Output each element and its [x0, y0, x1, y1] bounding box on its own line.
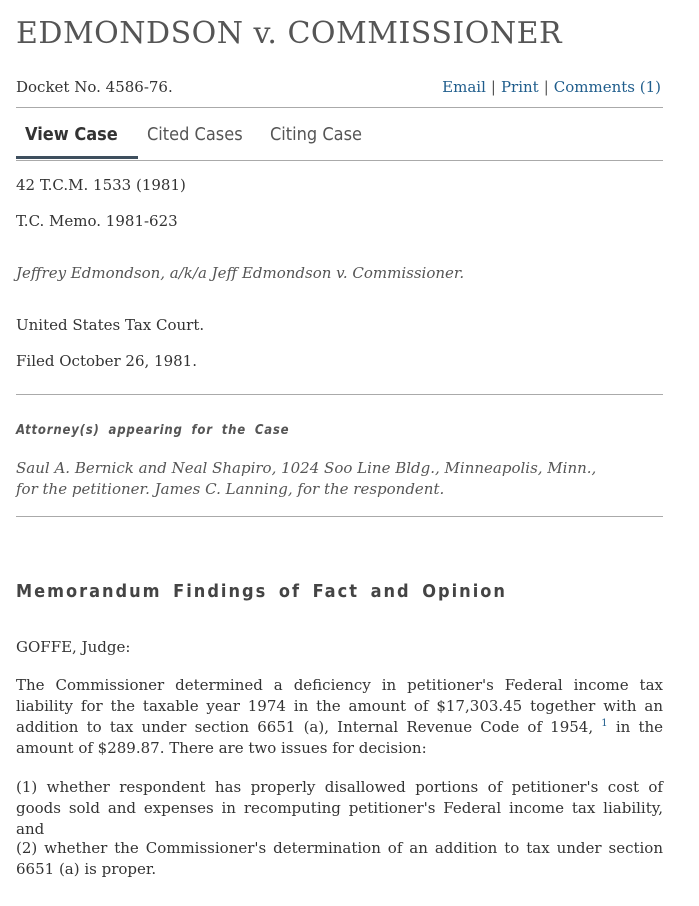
opinion-heading: Memorandum Findings of Fact and Opinion [16, 581, 507, 602]
tab-citing-case[interactable]: Citing Case [270, 124, 362, 145]
tab-cited-cases[interactable]: Cited Cases [147, 124, 243, 145]
divider [16, 394, 663, 395]
opinion-paragraph-1 [16, 675, 663, 759]
citation-tcm: 42 T.C.M. 1533 (1981) [16, 176, 186, 194]
active-tab-indicator [16, 156, 138, 159]
print-link[interactable]: Print [500, 78, 539, 96]
court-name: United States Tax Court. [16, 316, 205, 334]
parties: Jeffrey Edmondson, a/k/a Jeff Edmondson v. Commissioner. [16, 264, 465, 282]
paragraph-text: The Commissioner determined a deficiency in petitioner's Federal income tax liability for the taxable year 1974 in the amount of $17,303.45 together with an addition to tax under section 6651 (a), Internal Revenue Code of 1954, [16, 676, 663, 736]
action-separator: | [543, 78, 549, 96]
attorneys-text: Saul A. Bernick and Neal Shapiro, 1024 Soo Line Bldg., Minneapolis, Minn., for the petitioner. James C. Lanning, for the respondent. [16, 459, 597, 498]
attorneys-heading: Attorney(s) appearing for the Case [16, 423, 290, 438]
tab-view-case[interactable]: View Case [25, 124, 118, 145]
filed-date: Filed October 26, 1981. [16, 352, 197, 370]
footnote-link[interactable]: 1 [601, 718, 608, 729]
divider [16, 107, 663, 108]
docket-number: Docket No. 4586-76. [16, 78, 173, 96]
citation-memo: T.C. Memo. 1981-623 [16, 212, 178, 230]
comments-link[interactable]: Comments (1) [553, 78, 661, 96]
issue-1: (1) whether respondent has properly disallowed portions of petitioner's cost of goods sold and expenses in recomputing petitioner's Federal income tax liability, and [16, 778, 663, 838]
issue-2: (2) whether the Commissioner's determination of an addition to tax under section 6651 (a) is proper. [16, 839, 663, 878]
case-tabs [16, 118, 663, 160]
divider [16, 516, 663, 517]
divider [16, 160, 663, 161]
judge-name: GOFFE, Judge: [16, 638, 131, 656]
case-title: EDMONDSON v. COMMISSIONER [16, 16, 563, 51]
paragraph-text: in the amount of $289.87. There are two issues for decision: [16, 718, 664, 757]
case-actions [442, 78, 661, 96]
meta-row [16, 78, 663, 98]
action-separator: | [490, 78, 496, 96]
email-link[interactable]: Email [442, 78, 486, 96]
